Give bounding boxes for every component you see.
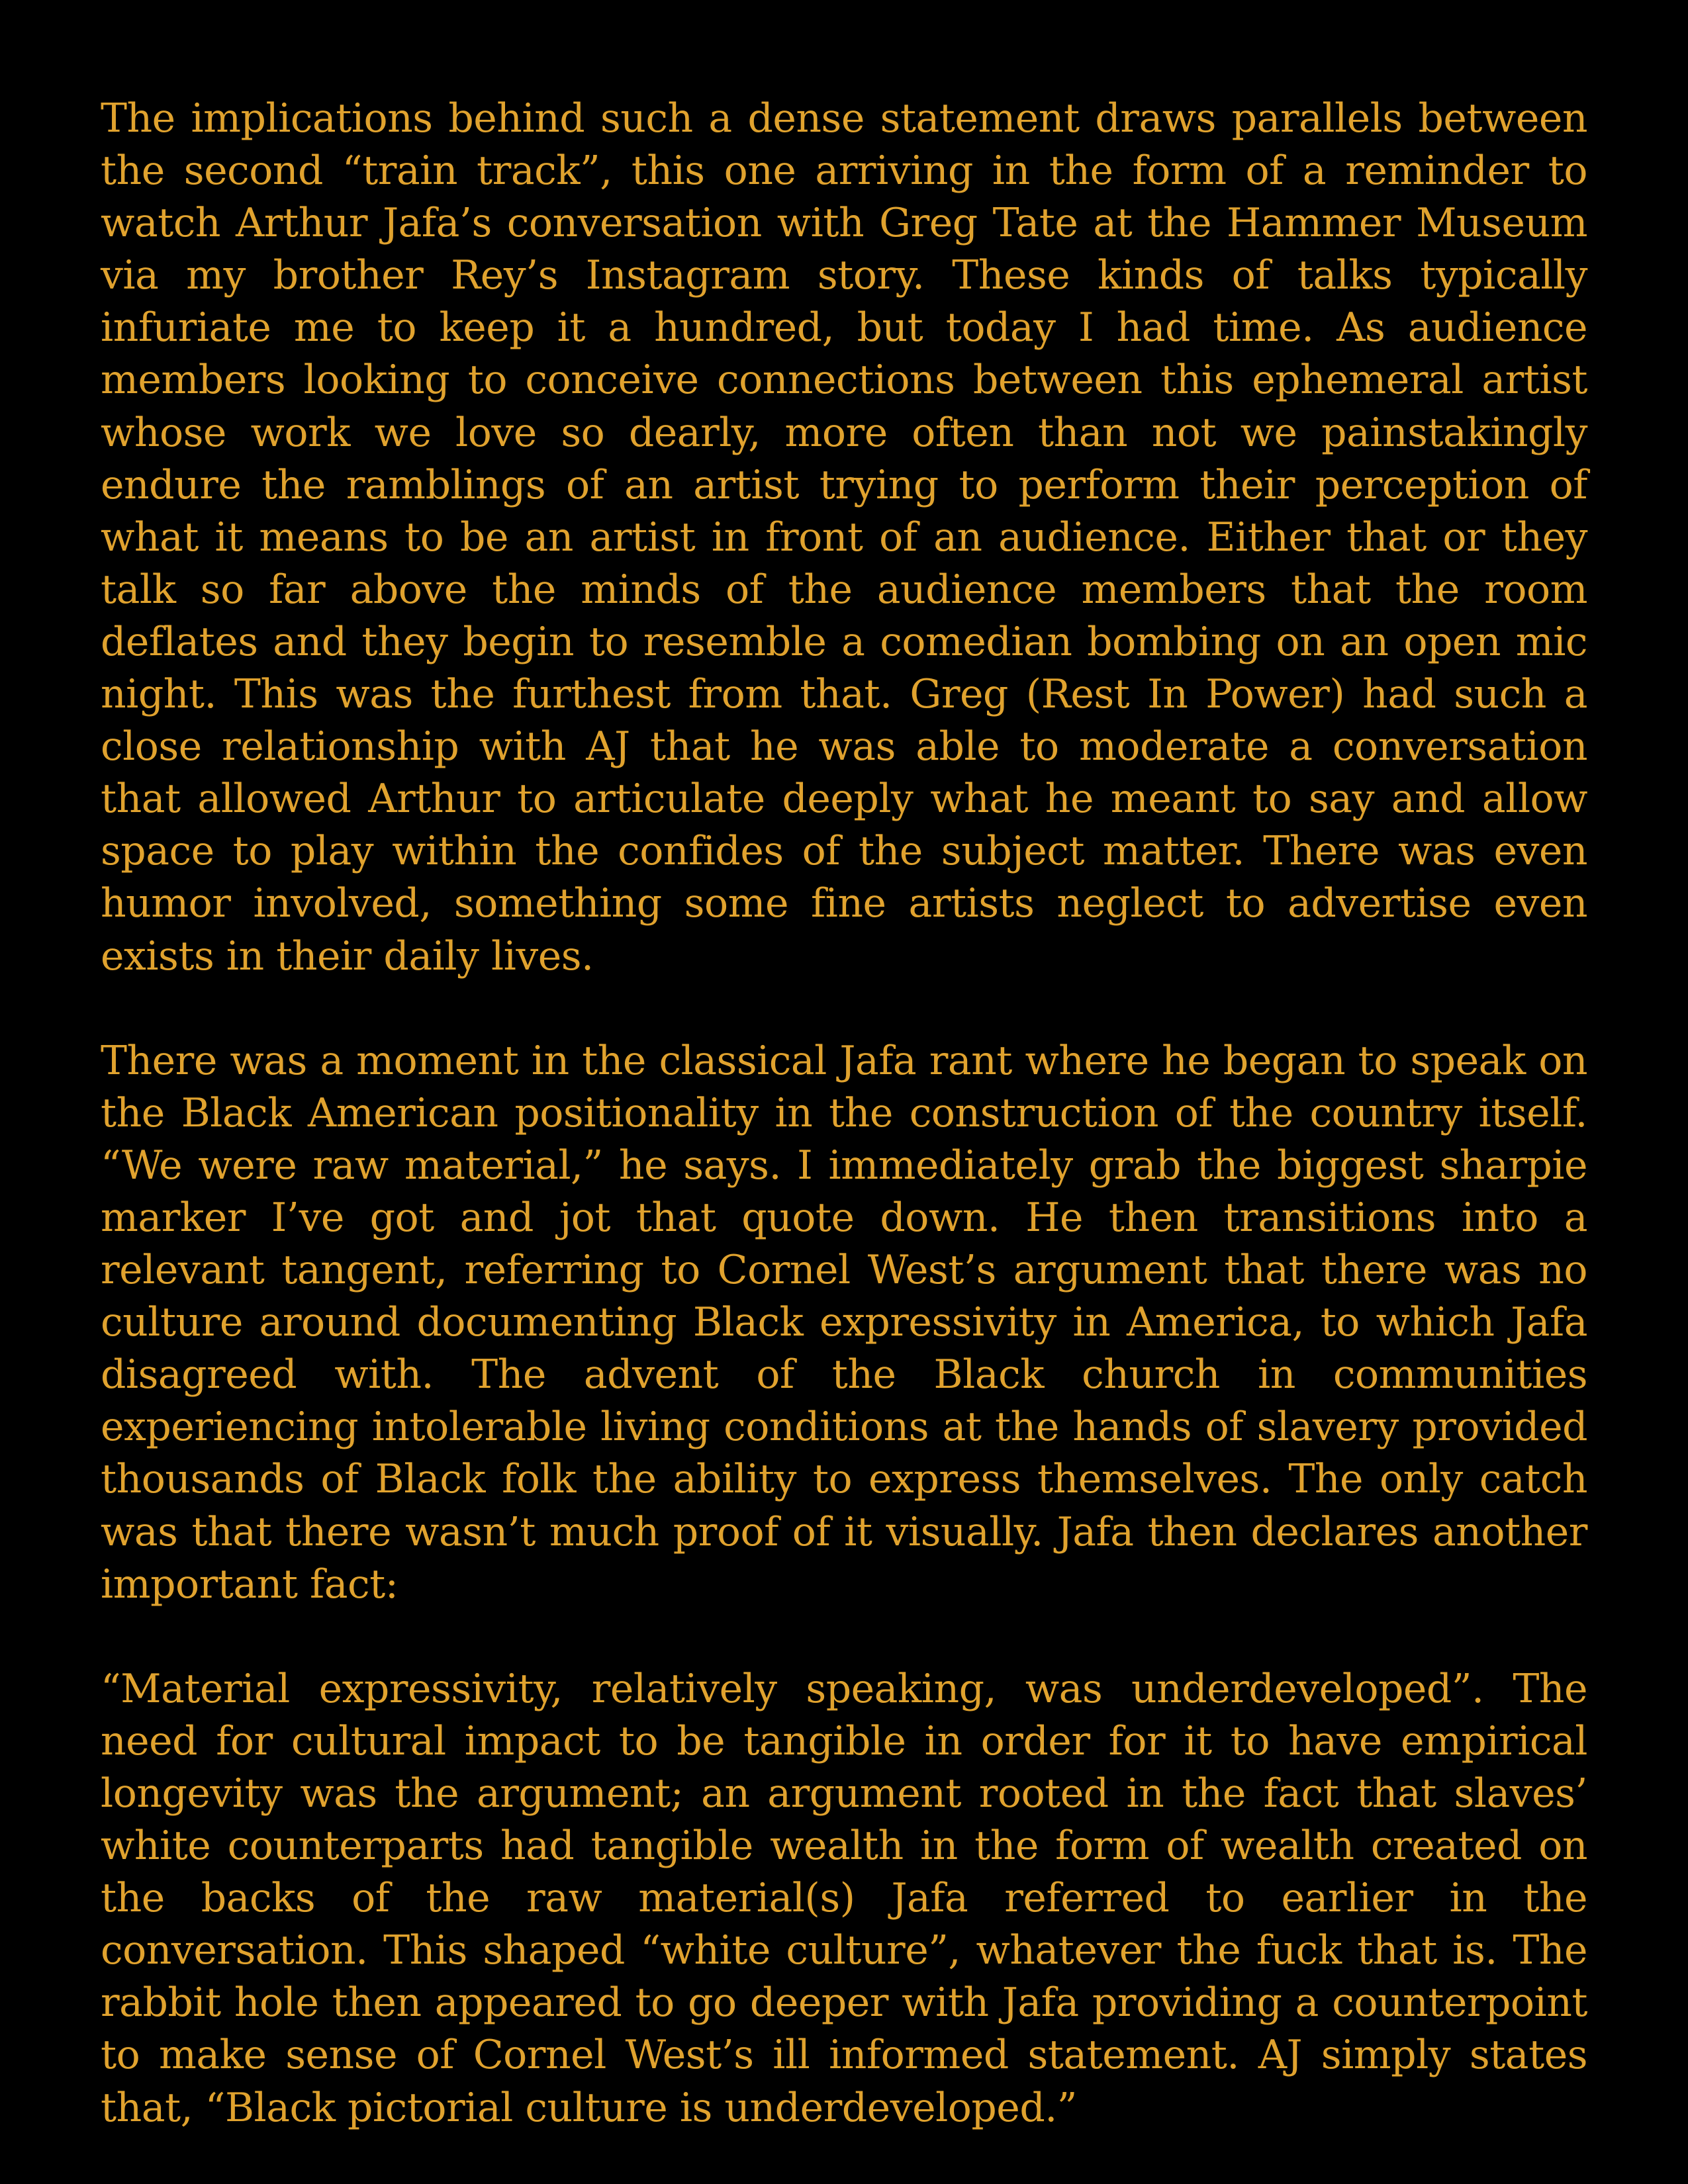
paragraph-raw-material: There was a moment in the classical Jafa rant where he began to speak on the Black American positionality in the construction of the country itself. “We were raw material,” he says. I immediately grab the biggest sharpie marker I’ve got and jot that quote down. He then transitions into a relevant tangent, referring to Cornel West’s argument that there was no culture around documenting Black expressivity in America, to which Jafa disagreed with. The advent of the Black church in communities experiencing intolerable living conditions at the hands of slavery provided thousands of Black folk the ability to express themselves. The only catch was that there wasn’t much proof of it visually. Jafa then declares another important fact:: [101, 1037, 1587, 1608]
document-page: [101, 93, 1587, 2134]
paragraph-material-expressivity: “Material expressivity, relatively speaking, was underdeveloped”. The need for cultural impact to be tangible in order for it to have empirical longevity was the argument; an argument rooted in the fact that slaves’ white counterparts had tangible wealth in the form of wealth created on the backs of the raw material(s) Jafa referred to earlier in the conversation. This shaped “white culture”, whatever the fuck that is. The rabbit hole then appeared to go deeper with Jafa providing a counterpoint to make sense of Cornel West’s ill informed statement. AJ simply states that, “Black pictorial culture is underdeveloped.”: [101, 1665, 1587, 2131]
paragraph-train-track: The implications behind such a dense statement draws parallels between the second “train track”, this one arriving in the form of a reminder to watch Arthur Jafa’s conversation with Greg Tate at the Hammer Museum via my brother Rey’s Instagram story. These kinds of talks typically infuriate me to keep it a hundred, but today I had time. As audience members looking to conceive connections between this ephemeral artist whose work we love so dearly, more often than not we painstakingly endure the ramblings of an artist trying to perform their perception of what it means to be an artist in front of an audience. Either that or they talk so far above the minds of the audience members that the room deflates and they begin to resemble a comedian bombing on an open mic night. This was the furthest from that. Greg (Rest In Power) had such a close relationship with AJ that he was able to moderate a conversation that allowed Arthur to articulate deeply what he meant to say and allow space to play within the confides of the subject matter. There was even humor involved, something some fine artists neglect to advertise even exists in their daily lives.: [101, 95, 1587, 979]
